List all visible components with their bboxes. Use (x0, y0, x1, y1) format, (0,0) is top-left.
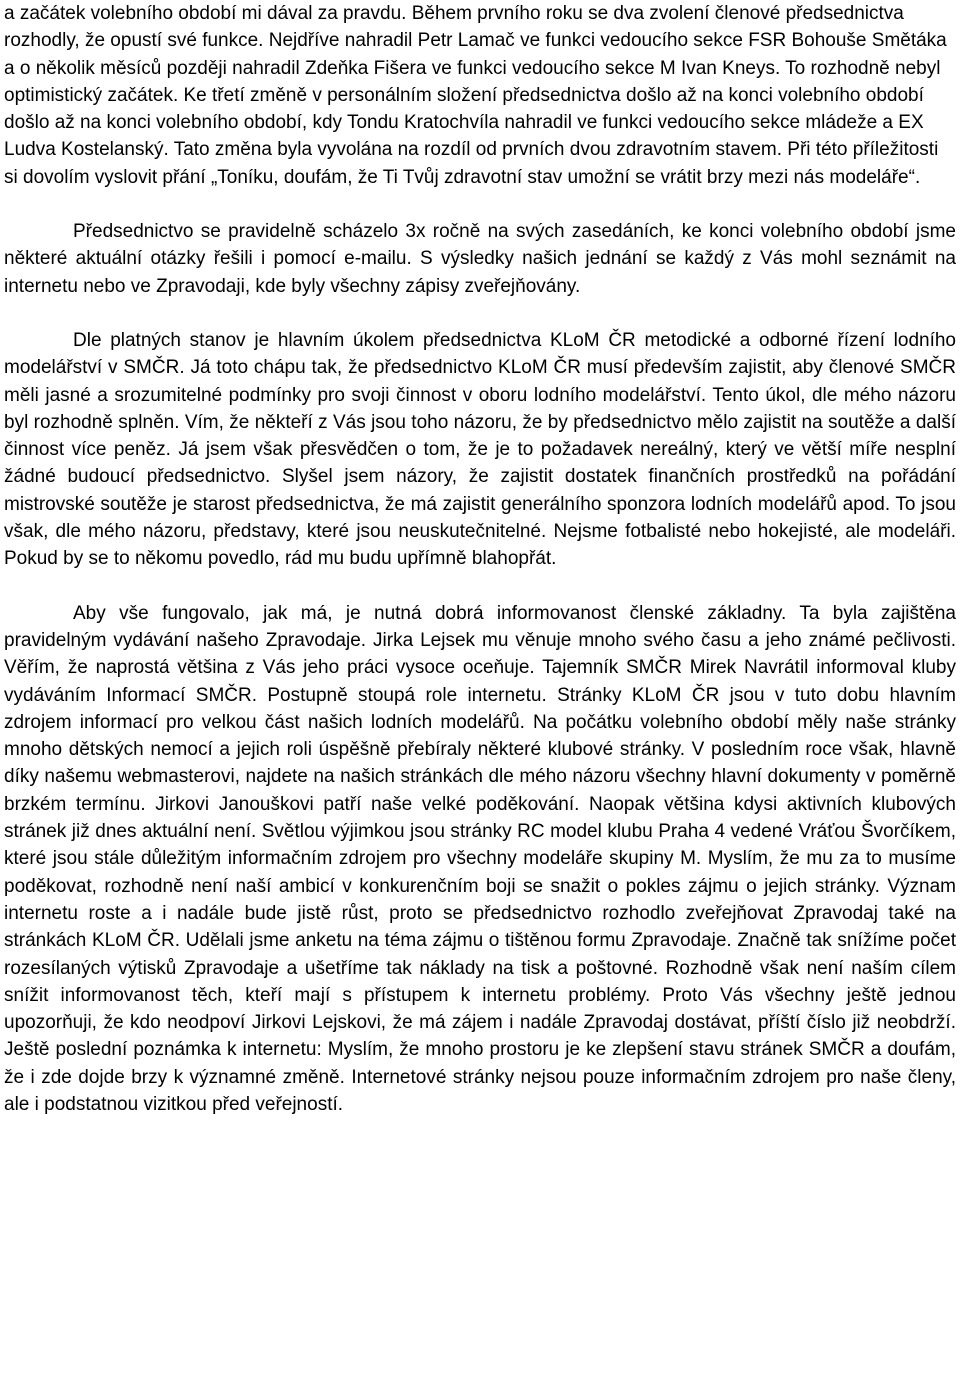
paragraph-1-text: a začátek volebního období mi dával za pravdu. Během prvního roku se dva zvolení členové předsednictva rozhodly, že opustí své funkce. Nejdříve nahradil Petr Lamač ve funkci vedoucího sekce FSR Bohouše Smětáka a o několik měsíců později nahradil Zdeňka Fišera ve funkci vedoucího sekce M Ivan Kneys. To rozhodně nebyl optimistický začátek. Ke třetí změně v personálním složení předsednictva došlo až na konci volebního období došlo až na konci volebního období, kdy Tondu Kratochvíla nahradil ve funkci vedoucího sekce mládeže a EX Ludva Kostelanský. Tato změna byla vyvolána na rozdíl od prvních dvou zdravotním stavem. Při této příležitosti si dovolím vyslovit přání „Toníku, doufám, že Ti Tvůj zdravotní stav umožní se vrátit brzy mezi nás modeláře“. (4, 3, 947, 188)
paragraph-3 (4, 327, 956, 573)
paragraph-1 (4, 0, 956, 191)
paragraph-4-text: Aby vše fungovalo, jak má, je nutná dobrá informovanost členské základny. Ta byla zajištěna pravidelným vydávání našeho Zpravodaje. Jirka Lejsek mu věnuje mnoho svého času a jeho známé pečlivosti. Věřím, že naprostá většina z Vás jeho práci vysoce oceňuje. Tajemník SMČR Mirek Navrátil informoval kluby vydáváním Informací SMČR. Postupně stoupá role internetu. Stránky KLoM ČR jsou v tuto dobu hlavním zdrojem informací pro velkou část našich lodních modelářů. Na počátku volebního období měly naše stránky mnoho dětských nemocí a jejich roli úspěšně přebíraly některé klubové stránky. V posledním roce však, hlavně díky našemu webmasterovi, najdete na našich stránkách dle mého názoru všechny hlavní dokumenty v poměrně brzkém termínu. Jirkovi Janouškovi patří naše velké poděkování. Naopak většina kdysi aktivních klubových stránek již dnes aktuální není. Světlou výjimkou jsou stránky RC model klubu Praha 4 vedené Vráťou Švorčíkem, které jsou stále důležitým informačním zdrojem pro všechny modeláře skupiny M. Myslím, že mu za to musíme poděkovat, rozhodně není naší ambicí v konkurenčním boji se snažit o pokles zájmu o jejich stránky. Význam internetu roste a i nadále bude jistě růst, proto se předsednictvo rozhodlo zveřejňovat Zpravodaj také na stránkách KLoM ČR. Udělali jsme anketu na téma zájmu o tištěnou formu Zpravodaje. Značně tak snížíme počet rozesílaných výtisků Zpravodaje a ušetříme tak náklady na tisk a poštovné. Rozhodně však není naším cílem snížit informovanost těch, kteří mají s přístupem k internetu problémy. Proto Vás všechny ještě jednou upozorňuji, že kdo neodpoví Jirkovi Lejskovi, že má zájem i nadále Zpravodaj dostávat, příští číslo již neobdrží. Ještě poslední poznámka k internetu: Myslím, že mnoho prostoru je ke zlepšení stavu stránek SMČR a doufám, že i zde dojde brzy k významné změně. Internetové stránky nejsou pouze informačním zdrojem pro naše členy, ale i podstatnou vizitkou před veřejností. (4, 602, 956, 1115)
paragraph-spacer (4, 573, 956, 600)
paragraph-spacer (4, 300, 956, 327)
paragraph-2-text: Předsednictvo se pravidelně scházelo 3x ročně na svých zasedáních, ke konci volebního období jsme některé aktuální otázky řešili i pomocí e-mailu. S výsledky našich jednání se každý z Vás mohl seznámit na internetu nebo ve Zpravodaji, kde byly všechny zápisy zveřejňovány. (4, 221, 956, 297)
paragraph-2 (4, 218, 956, 300)
paragraph-spacer (4, 191, 956, 218)
paragraph-4 (4, 600, 956, 1119)
paragraph-3-text: Dle platných stanov je hlavním úkolem předsednictva KLoM ČR metodické a odborné řízení lodního modelářství v SMČR. Já toto chápu tak, že předsednictvo KLoM ČR musí především zajistit, aby členové SMČR měli jasné a srozumitelné podmínky pro svoji činnost v oboru lodního modelářství. Tento úkol, dle mého názoru byl rozhodně splněn. Vím, že někteří z Vás jsou toho názoru, že by předsednictvo mělo zajistit na soutěže a další činnost více peněz. Já jsem však přesvědčen o tom, že je to požadavek nereálný, který ve větší míře nesplní žádné budoucí předsednictvo. Slyšel jsem názory, že zajistit dostatek finančních prostředků na pořádání mistrovské soutěže je starost předsednictva, že má zajistit generálního sponzora lodních modelářů apod. To jsou však, dle mého názoru, představy, které jsou neuskutečnitelné. Nejsme fotbalisté nebo hokejisté, ale modeláři. Pokud by se to někomu povedlo, rád mu budu upřímně blahopřát. (4, 329, 956, 570)
